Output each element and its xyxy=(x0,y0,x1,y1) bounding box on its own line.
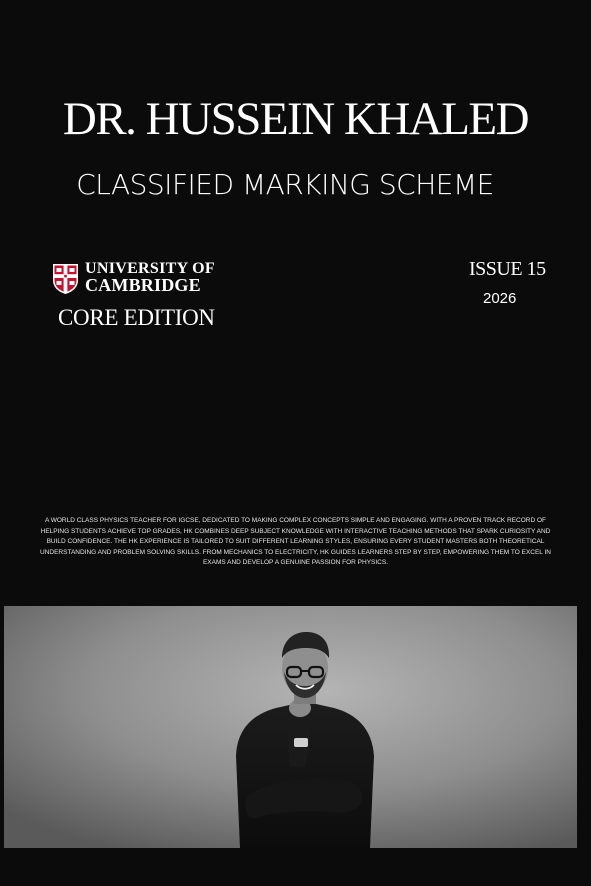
university-name-line2: CAMBRIDGE xyxy=(85,275,201,295)
cover-title: DR. HUSSEIN KHALED xyxy=(62,93,529,145)
cover-subtitle: CLASSIFIED MARKING SCHEME xyxy=(76,168,494,201)
issue-year: 2026 xyxy=(483,290,517,307)
edition-label: CORE EDITION xyxy=(58,305,215,330)
cambridge-crest-icon xyxy=(52,263,79,295)
issue-number: ISSUE 15 xyxy=(469,258,546,280)
university-name-line1: UNIVERSITY OF xyxy=(85,260,215,277)
author-description: A WORLD CLASS PHYSICS TEACHER FOR IGCSE, DEDICATED TO MAKING COMPLEX CONCEPTS SIMPLE AND ENGAGING. WITH A PROVEN TRACK RECORD OF HELPING STUDENTS ACHIEVE TOP GRADES, HK COMBINES DEEP SUBJECT KNOWLEDGE WITH INTERACTIVE TEACHING METHODS THAT SPARK CURIOSITY AND BUILD CONFIDENCE. THE HK EXPERIENCE IS TAILORED TO SUIT DIFFERENT LEARNING STYLES, ENSURING EVERY STUDENT MASTERS BOTH THEORETICAL UNDERSTANDING AND PROBLEM SOLVING SKILLS. FROM MECHANICS TO ELECTRICITY, HK GUIDES LEARNERS STEP BY STEP, EMPOWERING THEM TO EXCEL IN EXAMS AND DEVELOP A GENUINE PASSION FOR PHYSICS. xyxy=(40,517,551,566)
author-photo xyxy=(4,606,577,848)
